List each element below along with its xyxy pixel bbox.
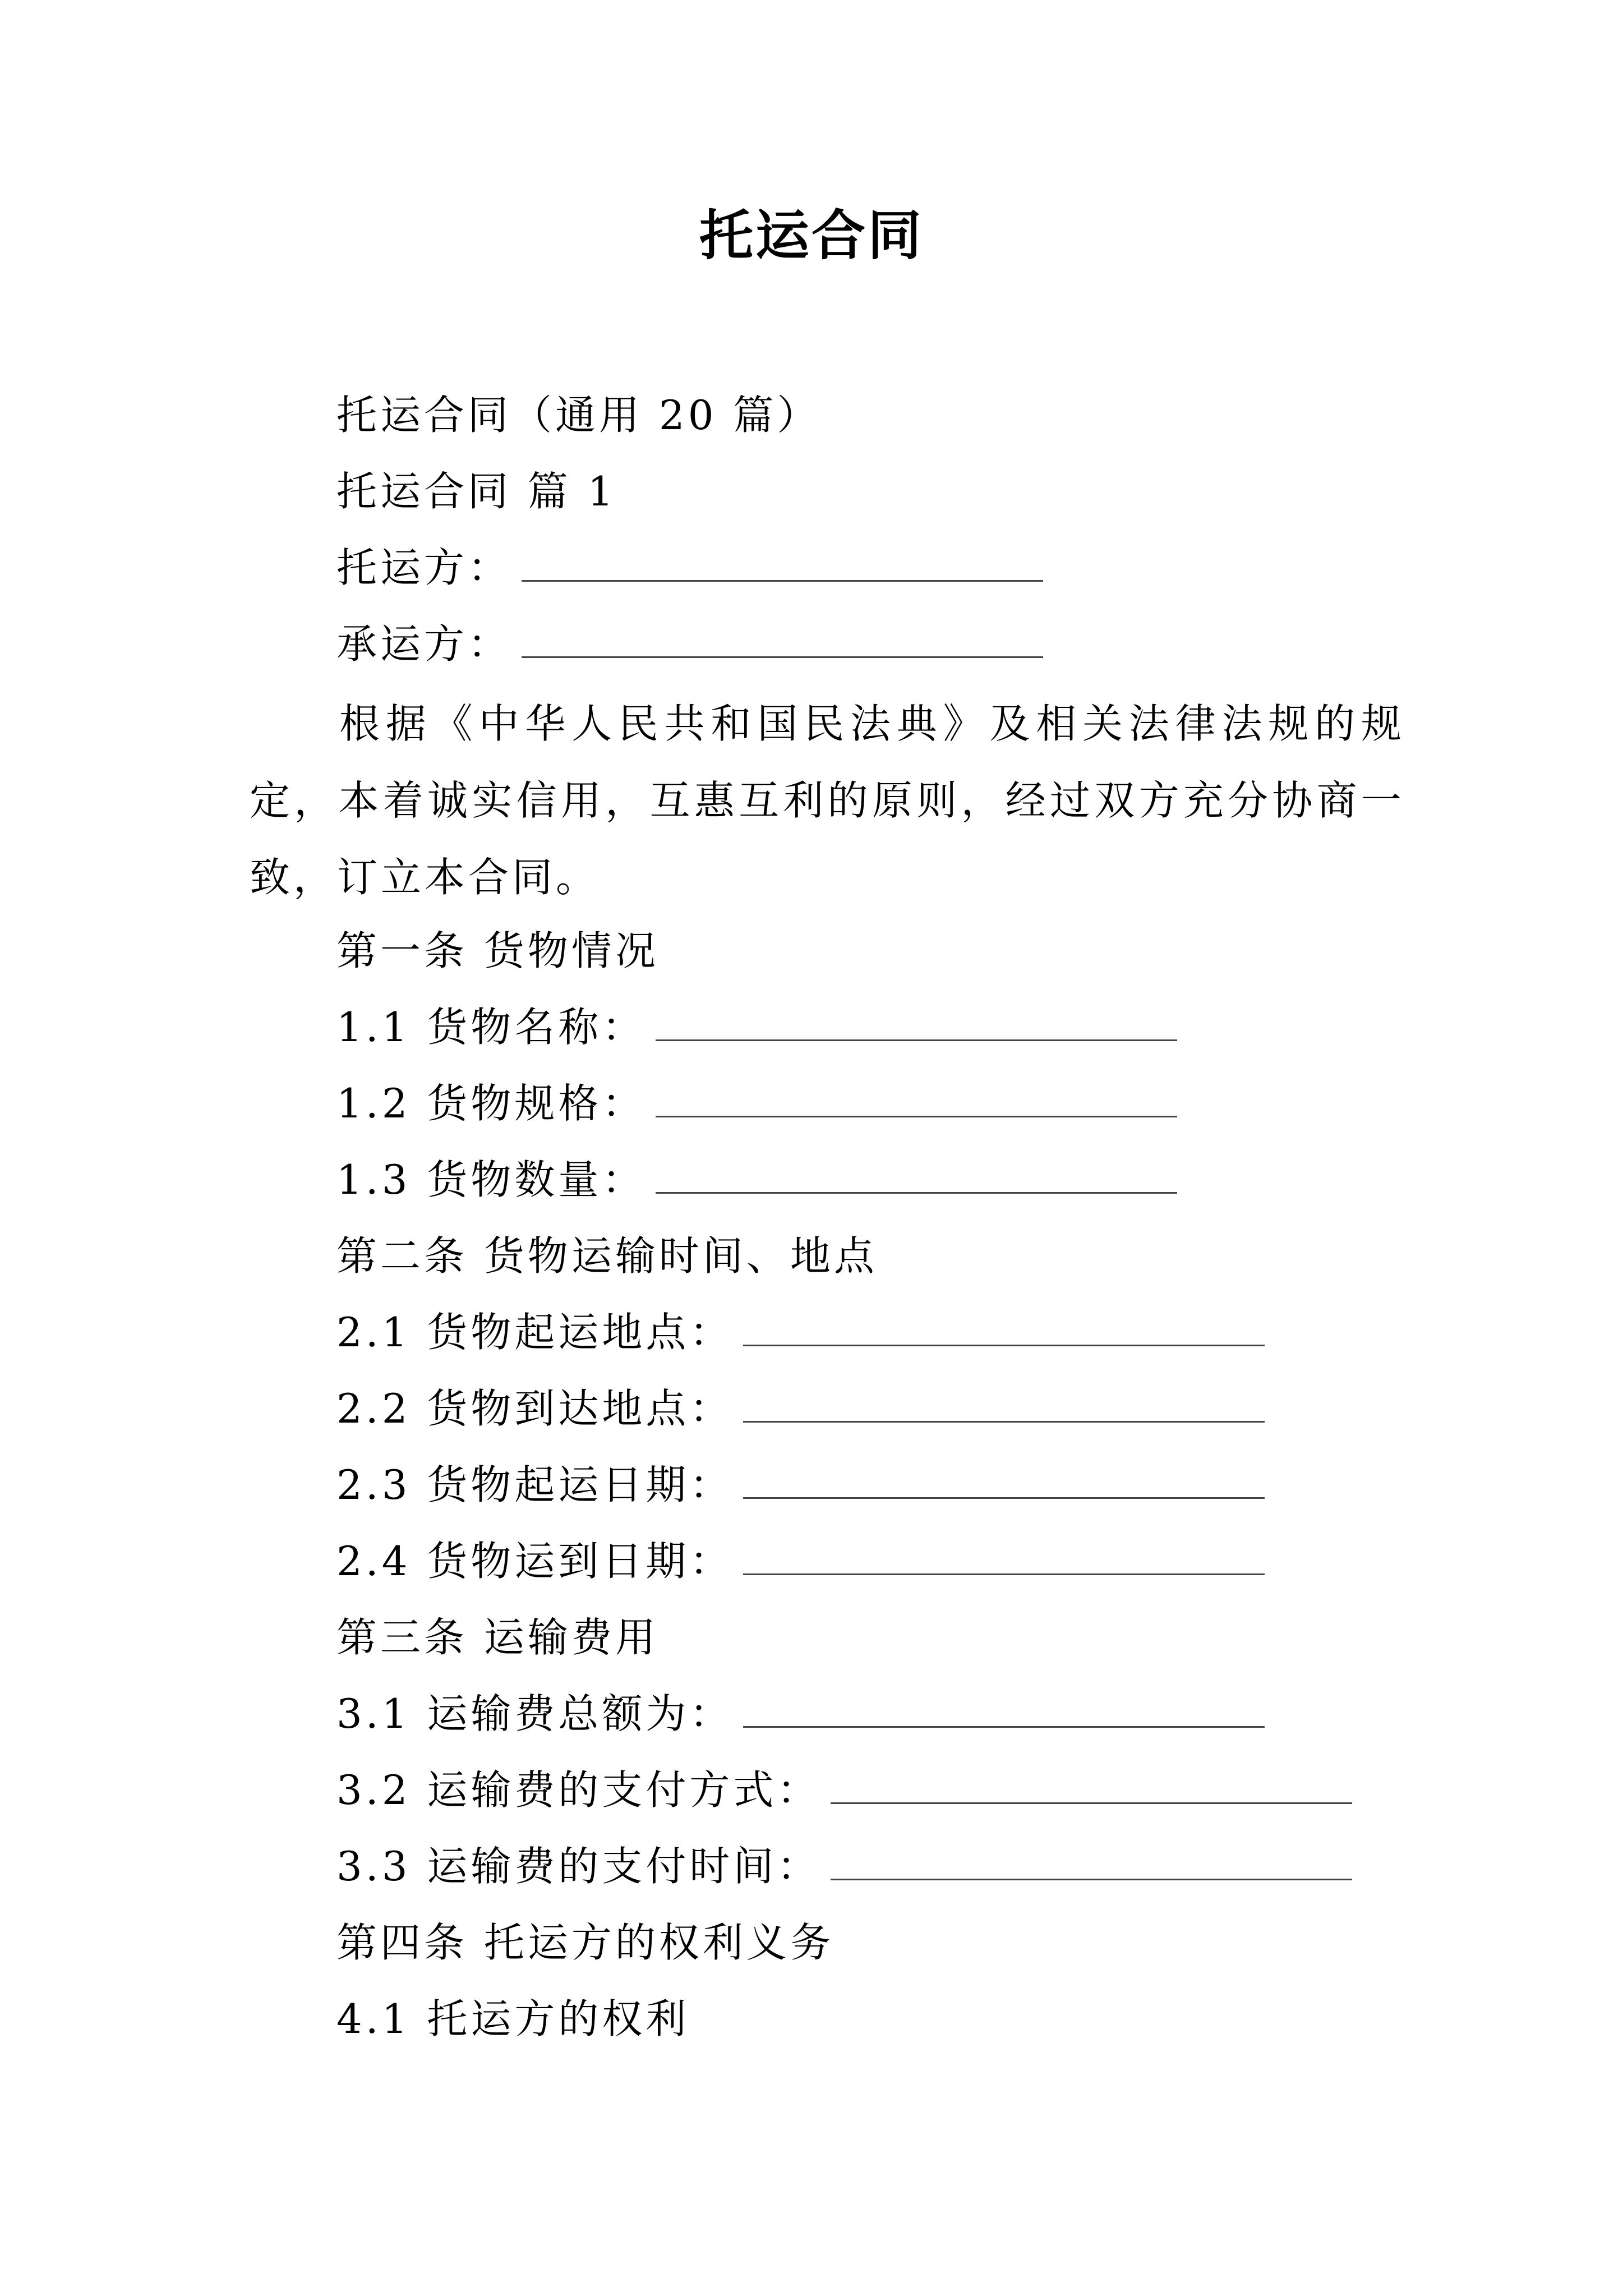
article2-item-label: 2.3 货物起运日期： — [336, 1461, 734, 1508]
shipper-blank-field[interactable] — [522, 547, 1043, 582]
article3-item-blank-field[interactable] — [831, 1846, 1352, 1880]
document-title: 托运合同 — [699, 204, 924, 267]
article4-item — [336, 1991, 689, 2047]
article2-item — [336, 1457, 1265, 1513]
article3-item-label: 3.2 运输费的支付方式： — [336, 1766, 821, 1814]
article2-item-label: 2.4 货物运到日期： — [336, 1538, 734, 1585]
article4-item-label: 4.1 托运方的权利 — [336, 1995, 690, 2042]
carrier-line — [336, 616, 1043, 672]
article1-item-label: 1.1 货物名称： — [336, 1004, 646, 1051]
article1-item-label: 1.2 货物规格： — [336, 1080, 646, 1127]
article3-heading: 第三条 运输费用 — [336, 1614, 659, 1661]
article4-heading: 第四条 托运方的权利义务 — [336, 1919, 834, 1966]
article1-heading: 第一条 货物情况 — [336, 927, 659, 974]
article2-item-blank-field[interactable] — [743, 1312, 1265, 1346]
article2-item — [336, 1304, 1265, 1360]
article3-item — [336, 1762, 1352, 1818]
article3-item-blank-field[interactable] — [831, 1770, 1352, 1804]
article3-item-blank-field[interactable] — [743, 1694, 1265, 1728]
shipper-label: 托运方： — [336, 544, 512, 591]
article2-heading: 第二条 货物运输时间、地点 — [336, 1232, 878, 1280]
article1-item — [336, 999, 1177, 1055]
article2-item — [336, 1533, 1265, 1589]
article3-item-label: 3.3 运输费的支付时间： — [336, 1843, 821, 1890]
carrier-label: 承运方： — [336, 620, 512, 668]
document-subtitle: 托运合同（通用 20 篇） — [336, 392, 821, 439]
article2-item — [336, 1381, 1265, 1437]
article2-item-label: 2.2 货物到达地点： — [336, 1385, 734, 1432]
shipper-line — [336, 540, 1043, 596]
article2-item-blank-field[interactable] — [743, 1465, 1265, 1499]
article1-item — [336, 1152, 1177, 1208]
article1-item-blank-field[interactable] — [656, 1159, 1177, 1194]
article1-item-blank-field[interactable] — [656, 1083, 1177, 1117]
article2-item-blank-field[interactable] — [743, 1388, 1265, 1423]
article2-item-blank-field[interactable] — [743, 1541, 1265, 1575]
section-heading: 托运合同 篇 1 — [336, 468, 617, 515]
article1-item-blank-field[interactable] — [656, 1007, 1177, 1041]
article1-item-label: 1.3 货物数量： — [336, 1156, 646, 1203]
preamble-paragraph: 根据《中华人民共和国民法典》及相关法律法规的规定，本着诚实信用，互惠互利的原则，经过双方充分协商一致，订立本合同。 — [250, 700, 1405, 901]
article3-item — [336, 1838, 1352, 1894]
article3-item-label: 3.1 运输费总额为： — [336, 1690, 734, 1737]
carrier-blank-field[interactable] — [522, 624, 1043, 658]
article2-item-label: 2.1 货物起运地点： — [336, 1309, 734, 1356]
article1-item — [336, 1075, 1177, 1131]
article3-item — [336, 1686, 1265, 1742]
